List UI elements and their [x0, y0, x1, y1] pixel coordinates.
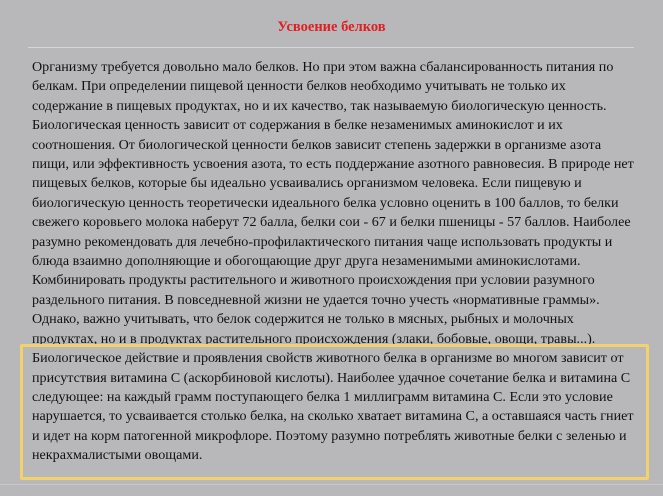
page-title: Усвоение белков: [277, 19, 386, 35]
highlight-box: [20, 344, 649, 480]
title-divider: [28, 47, 634, 48]
body-paragraph: Организму требуется довольно мало белков. Но при этом важна сбалансированность питания по белкам. При определении пищевой ценности белков необходимо учитывать не только их содержание в пищевых продуктах, но и их качество, так называемую биологическую ценность. Биологическая ценность зависит от содержания в белке незаменимых аминокислот и их соотношения. От биологической ценности белков зависит степень задержки в организме азота пищи, или эффективность усвоения азота, то есть поддержание азотного равновесия. В природе нет пищевых белков, которые бы идеально усваивались организмом человека. Если пищевую и биологическую ценность теоретически идеального белка условно оценить в 100 баллов, то белки свежего коровьего молока наберут 72 балла, белки сои - 67 и белки пшеницы - 57 баллов. Наиболее разумно рекомендовать для лечебно-профилактического питания чаще использовать продукты и блюда взаимно дополняющие и обогощающие друг друга незаменимыми аминокислотами. Комбинировать продукты растительного и животного происхождения при условии разумного раздельного питания. В повседневной жизни не удается точно учесть «нормативные граммы». Однако, важно учитывать, что белок содержится не только в мясных, рыбных и молочных продуктах, но и в продуктах растительного происхождения (злаки, бобовые, овощи, травы...). Биологическое действие и проявления свойств животного белка в организме во многом зависит от присутствия витамина С (аскорбиновой кислоты). Наиболее удачное сочетание белка и витамина С следующее: на каждый грамм поступающего белка 1 миллиграмм витамина С. Если это условие нарушается, то усваивается столько белка, на сколько хватает витамина С, а оставшаяся часть гниет и идет на корм патогенной микрофлоре. Поэтому разумно потреблять животные белки с зеленью и некрахмалистыми овощами.: [32, 59, 634, 464]
bottom-divider: [0, 484, 663, 485]
